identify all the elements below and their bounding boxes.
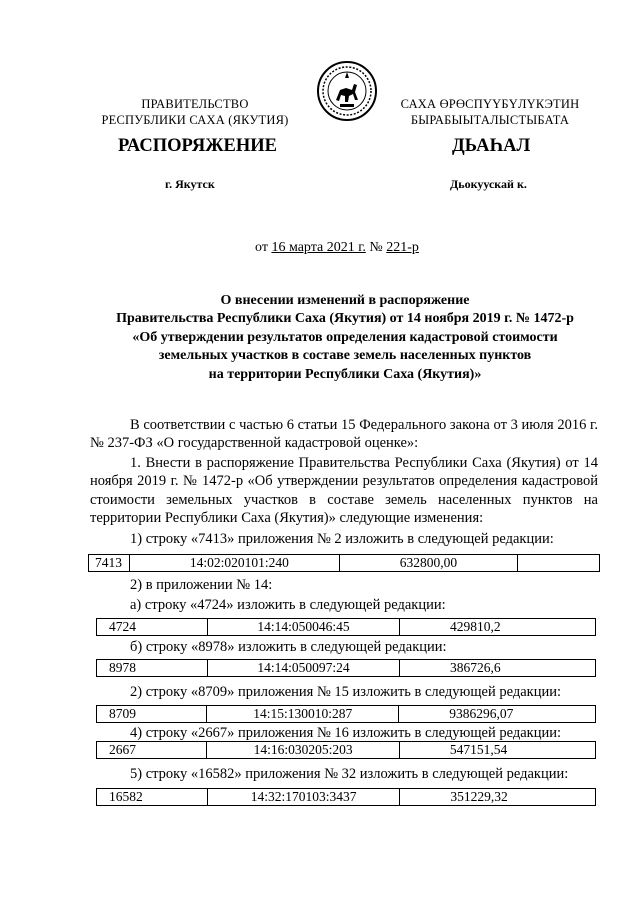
- cell-value: 547151,54: [399, 742, 595, 759]
- cell-num: 4724: [97, 619, 208, 636]
- item-5: 5) строку «16582» приложения № 32 изложить в следующей редакции:: [130, 766, 569, 782]
- item-2a: а) строку «4724» изложить в следующей редакции:: [130, 597, 446, 613]
- cell-num: 8978: [97, 660, 208, 677]
- header-right-line2: БЫРАБЫЫТАЛЫСТЫБАТА: [410, 113, 570, 127]
- header-right: [395, 96, 585, 128]
- item-4: 4) строку «2667» приложения № 16 изложить в следующей редакции:: [130, 725, 562, 741]
- table-row-8978: [96, 659, 596, 677]
- cell-cadastral: 14:14:050097:24: [207, 660, 399, 677]
- table-row-8709: [96, 705, 596, 723]
- header-left: [95, 96, 295, 128]
- paragraph-2: 1. Внести в распоряжение Правительства Республики Саха (Якутия) от 14 ноября 2019 г. № 1472-р «Об утверждении результатов определения кадастровой стоимости земельных участков в составе земель населенных пунктов на территории Республики Саха (Якутия)» следующие изменения:: [90, 455, 598, 526]
- cell-value: 632800,00: [339, 555, 517, 572]
- doc-date: 16 марта 2021 г.: [271, 240, 366, 255]
- doc-type-ru: РАСПОРЯЖЕНИЕ: [118, 136, 278, 156]
- date-line: [255, 240, 419, 256]
- cell-num: 16582: [97, 789, 208, 806]
- number-prefix: №: [365, 240, 387, 255]
- item-1: 1) строку «7413» приложения № 2 изложить в следующей редакции:: [130, 531, 554, 547]
- cell-num: 2667: [97, 742, 207, 759]
- cell-cadastral: 14:14:050046:45: [207, 619, 399, 636]
- title-line3: «Об утверждении результатов определения кадастровой стоимости: [132, 329, 558, 345]
- table-row-16582: [96, 788, 596, 806]
- table-row-4724: [96, 618, 596, 636]
- title-line5: на территории Республики Саха (Якутия)»: [208, 366, 482, 382]
- date-prefix: от: [255, 240, 272, 255]
- item-2: 2) в приложении № 14:: [130, 577, 273, 593]
- table-row-7413: [88, 554, 600, 572]
- table-row-2667: [96, 741, 596, 759]
- header-left-line1: ПРАВИТЕЛЬСТВО: [141, 97, 249, 111]
- doc-number: 221-р: [386, 240, 419, 255]
- city-ru: г. Якутск: [165, 177, 215, 191]
- doc-type-sah: ДЬАҺАЛ: [452, 136, 531, 156]
- cell-cadastral: 14:02:020101:240: [129, 555, 339, 572]
- header-right-line1: САХА ӨРӨСПҮҮБҮЛҮКЭТИН: [400, 97, 580, 111]
- header-left-line2: РЕСПУБЛИКИ САХА (ЯКУТИЯ): [101, 113, 289, 127]
- paragraph-1: В соответствии с частью 6 статьи 15 Федерального закона от 3 июля 2016 г. № 237-ФЗ «О государственной кадастровой оценке»:: [90, 417, 598, 452]
- cell-value: 351229,32: [400, 789, 596, 806]
- document-title: [85, 292, 605, 384]
- title-line4: земельных участков в составе земель населенных пунктов: [158, 348, 532, 364]
- coat-of-arms-emblem: [316, 60, 378, 122]
- title-line1: О внесении изменений в распоряжение: [220, 293, 470, 308]
- cell-extra: [518, 555, 600, 572]
- cell-cadastral: 14:16:030205:203: [207, 742, 399, 759]
- cell-cadastral: 14:32:170103:3437: [207, 789, 400, 806]
- cell-value: 9386296,07: [399, 706, 596, 723]
- cell-num: 8709: [97, 706, 207, 723]
- item-3: 2) строку «8709» приложения № 15 изложить в следующей редакции:: [130, 684, 562, 700]
- cell-num: 7413: [89, 555, 130, 572]
- cell-value: 386726,6: [400, 660, 596, 677]
- title-line2: Правительства Республики Саха (Якутия) от 14 ноября 2019 г. № 1472-р: [116, 311, 574, 327]
- cell-cadastral: 14:15:130010:287: [207, 706, 399, 723]
- cell-value: 429810,2: [400, 619, 596, 636]
- item-2b: б) строку «8978» изложить в следующей редакции:: [130, 639, 447, 655]
- city-sah: Дьокуускай к.: [450, 177, 527, 191]
